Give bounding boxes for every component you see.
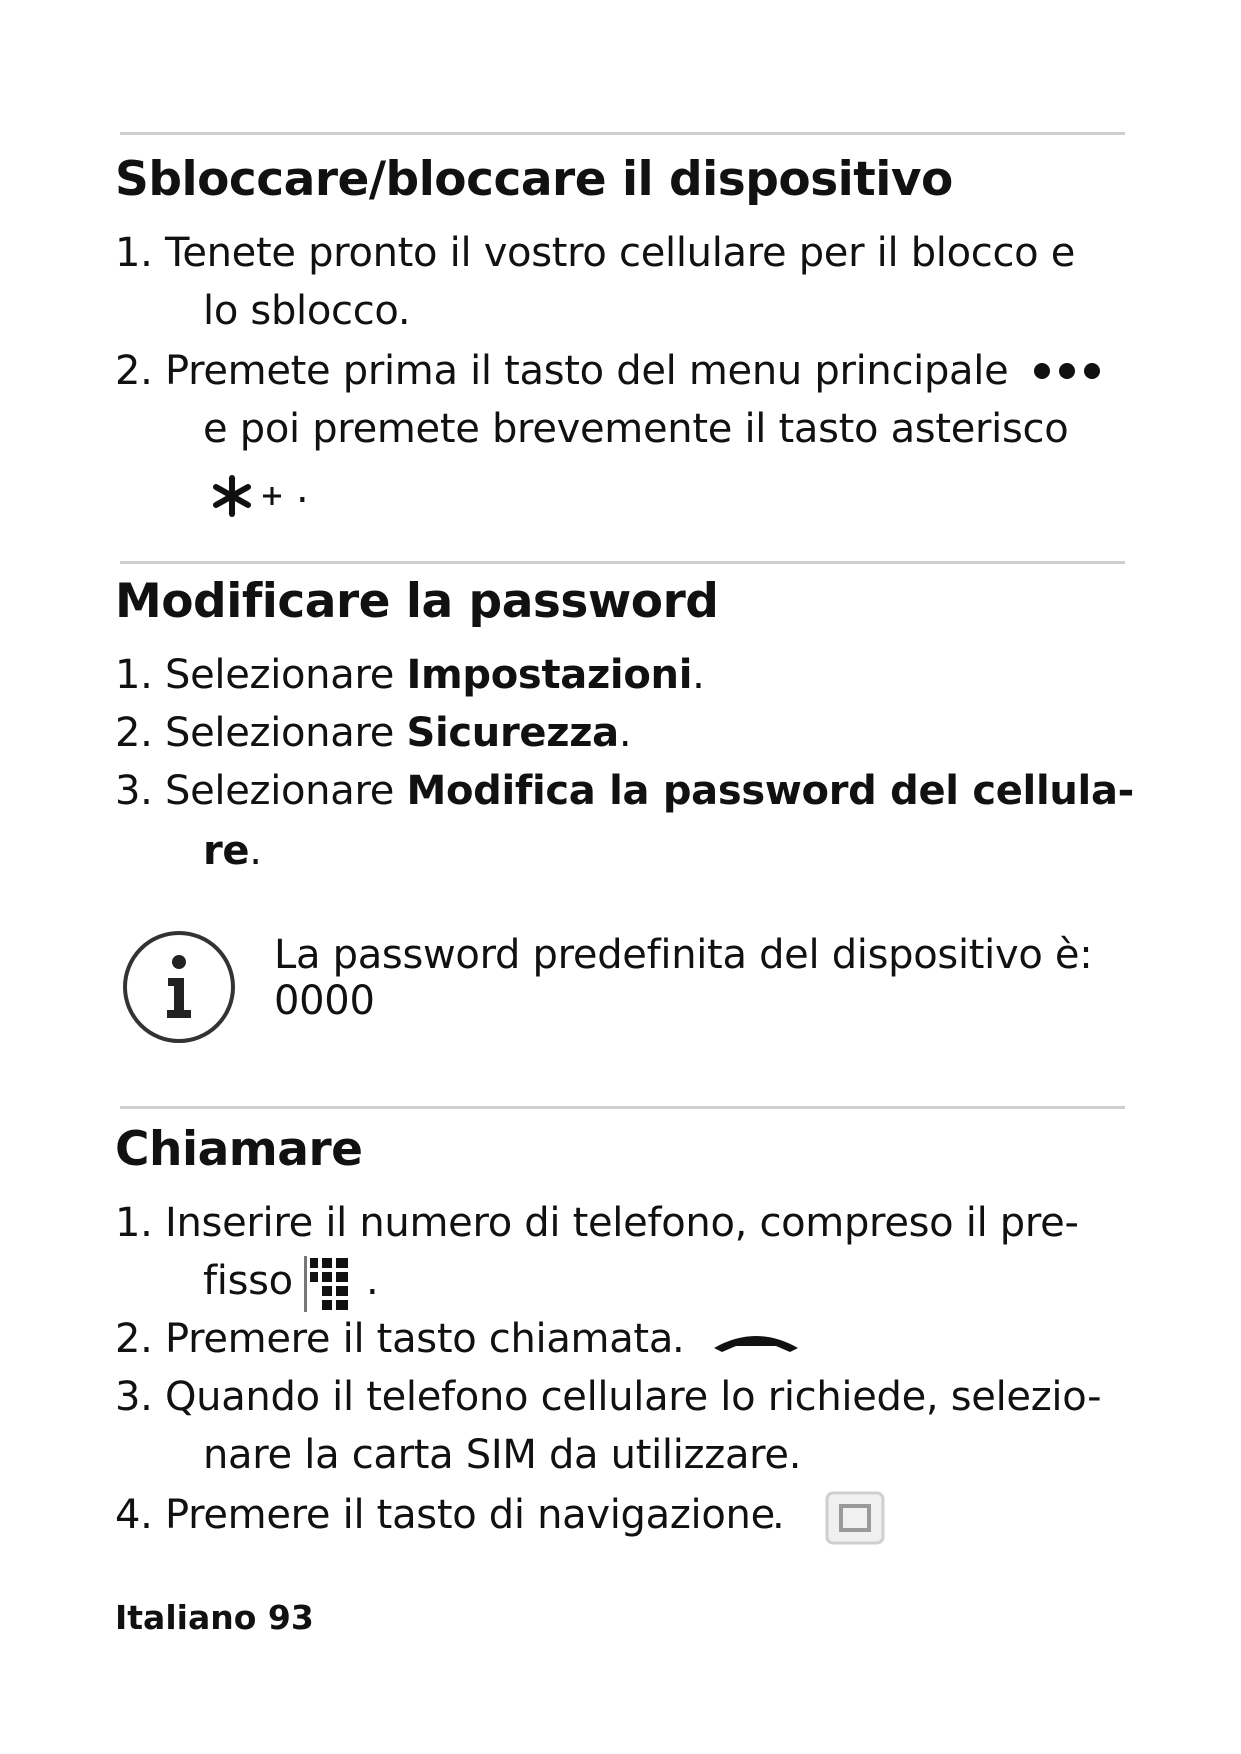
section-divider xyxy=(120,132,1125,135)
info-note-line-1: La password predefinita del dispositivo è: xyxy=(274,932,1093,978)
menu-dots-icon xyxy=(1032,358,1102,384)
menu-sicurezza: Sicurezza xyxy=(406,710,619,756)
step-2-end-punct: . xyxy=(296,466,309,512)
password-step-1: 1. Selezionare Impostazioni. xyxy=(115,652,705,698)
section-title-unlock: Sbloccare/bloccare il dispositivo xyxy=(115,152,953,207)
navigation-key-icon xyxy=(824,1490,886,1546)
call-step-1-continuation: fisso xyxy=(203,1258,293,1304)
password-step-3: 3. Selezionare Modifica la password del cellula- xyxy=(115,768,1134,814)
section-title-password: Modificare la password xyxy=(115,574,719,629)
call-step-3: 3. Quando il telefono cellulare lo richiede, selezio- xyxy=(115,1374,1102,1420)
step-1-text: 1. Tenete pronto il vostro cellulare per il blocco e xyxy=(115,230,1076,276)
info-icon xyxy=(120,928,238,1046)
call-step-3-continuation: nare la carta SIM da utilizzare. xyxy=(203,1432,802,1478)
step-2-text: 2. Premete prima il tasto del menu principale xyxy=(115,348,1009,394)
password-step-3-continuation: re. xyxy=(203,828,262,874)
section-divider xyxy=(120,561,1125,564)
call-key-icon xyxy=(710,1330,802,1354)
page-footer: Italiano 93 xyxy=(115,1598,314,1637)
call-step-1: 1. Inserire il numero di telefono, compreso il pre- xyxy=(115,1200,1079,1246)
step-2-continuation: e poi premete brevemente il tasto asterisco xyxy=(203,406,1069,452)
call-step-1-end-punct: . xyxy=(366,1258,379,1304)
asterisk-key-icon xyxy=(208,472,298,520)
menu-modifica-password: Modifica la password del cellula- xyxy=(406,768,1134,814)
call-step-2-end-punct: . xyxy=(672,1316,685,1362)
info-note-password-value: 0000 xyxy=(274,978,375,1024)
call-step-4-end-punct: . xyxy=(772,1492,785,1538)
call-step-4: 4. Premere il tasto di navigazione xyxy=(115,1492,775,1538)
call-step-2: 2. Premere il tasto chiamata xyxy=(115,1316,674,1362)
menu-impostazioni: Impostazioni xyxy=(406,652,693,698)
keypad-icon xyxy=(302,1254,372,1316)
section-title-call: Chiamare xyxy=(115,1122,363,1177)
section-divider xyxy=(120,1106,1125,1109)
password-step-2: 2. Selezionare Sicurezza. xyxy=(115,710,632,756)
step-1-continuation: lo sblocco. xyxy=(203,288,411,334)
